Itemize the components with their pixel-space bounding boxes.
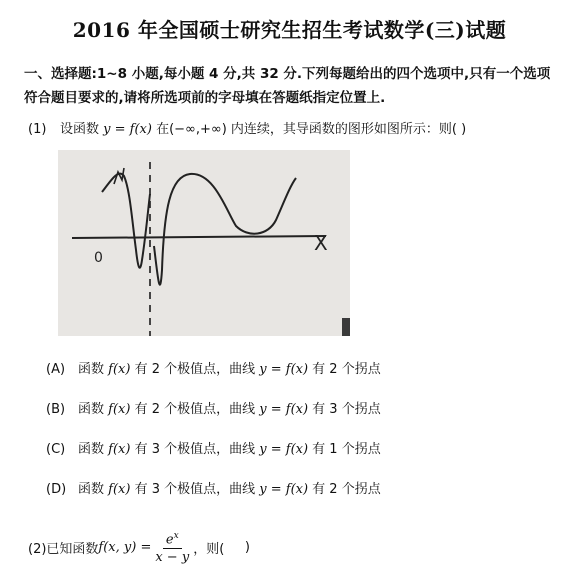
origin-label: 0 [94,250,103,266]
question-1 [28,118,466,137]
option-c-label: (C) [46,442,66,457]
option-c-yfx: y = f(x) [259,442,309,457]
curve-left-branch [102,174,150,268]
question-1-number: (1) [28,122,47,137]
fraction-numerator [163,528,182,549]
option-b-text-b: 有 2 个极值点，曲线 [130,402,260,417]
curve-right-branch [154,174,296,285]
option-c-fx: f(x) [108,442,131,457]
option-b-text: 函数 [78,402,109,417]
option-d-text-b: 有 3 个极值点，曲线 [130,482,260,497]
option-a-text-c: 有 2 个拐点 [308,362,381,377]
option-d-text: 函数 [78,482,109,497]
option-c-text-c: 有 1 个拐点 [308,442,381,457]
option-d-label: (D) [46,482,67,497]
option-a-yfx: y = f(x) [259,362,309,377]
option-d-fx: f(x) [108,482,131,497]
option-c-text: 函数 [78,442,109,457]
question-1-func: y = f(x) [103,122,152,137]
question-1-pre: 设函数 [60,122,104,137]
numerator-base: e [165,532,174,548]
question-1-mid: 在(−∞,+∞) 内连续，其导函数的图形如图所示：则( [151,122,457,137]
option-d-text-c: 有 2 个拐点 [308,482,381,497]
question-2 [28,528,250,566]
option-a-label: (A) [46,362,66,377]
option-d-yfx: y = f(x) [259,482,309,497]
option-a-text: 函数 [78,362,109,377]
page-title: 2016 年全国硕士研究生招生考试数学(三)试题 [72,18,507,42]
question-2-pre: (2)已知函数 [28,541,99,557]
option-b [46,398,381,417]
option-b-label: (B) [46,402,66,417]
derivative-graph [58,150,350,336]
x-axis-label: X [314,231,328,255]
option-b-fx: f(x) [108,402,131,417]
option-b-yfx: y = f(x) [259,402,309,417]
question-1-end: ) [457,122,467,137]
fraction-denominator: x − y [155,550,190,566]
option-c-text-b: 有 3 个极值点，曲线 [130,442,260,457]
section-line-2: 符合题目要求的,请将所选项前的字母填在答题纸指定位置上. [24,90,386,106]
question-2-post: ，则( [193,541,225,557]
photo-edge-shadow [342,318,350,336]
numerator-exponent: x [173,531,179,541]
option-b-text-c: 有 3 个拐点 [308,402,381,417]
x-axis [72,236,326,238]
question-2-fraction [155,528,189,566]
question-2-func: f(x, y) = [98,539,152,555]
option-a-fx: f(x) [108,362,131,377]
section-instructions [24,62,572,110]
option-d [46,478,381,497]
question-2-end: ) [224,539,250,555]
option-a [46,358,381,377]
option-a-text-b: 有 2 个极值点，曲线 [130,362,260,377]
section-line-1: 一、选择题:1~8 小题,每小题 4 分,共 32 分.下列每题给出的四个选项中,只有一个选项 [24,66,551,82]
option-c [46,438,381,457]
derivative-graph-photo [58,150,350,336]
